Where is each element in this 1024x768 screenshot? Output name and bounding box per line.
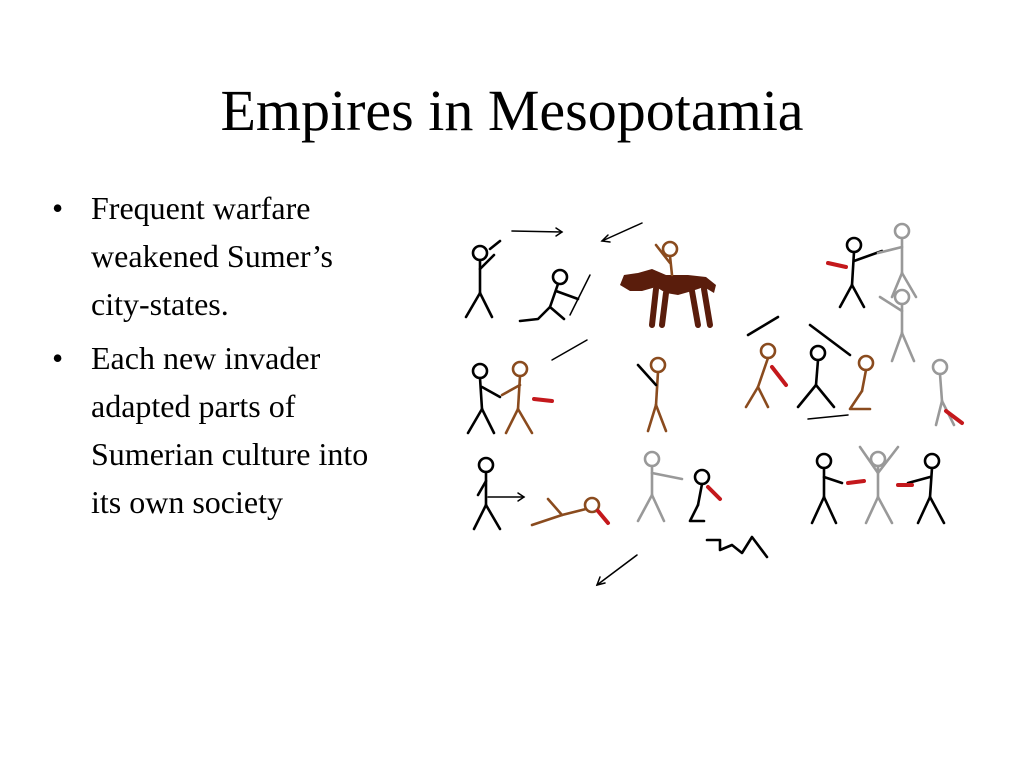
figure-swordsman-center — [638, 358, 666, 431]
figure-duel-left — [468, 362, 552, 433]
figure-group-mid-right — [746, 317, 962, 425]
bullet-text: Each new invader adapted parts of Sumerian culture into its own society — [91, 340, 369, 520]
bullet-marker: • — [52, 190, 64, 226]
bullet-list — [52, 184, 382, 532]
bullet-item — [52, 184, 382, 328]
bullet-marker: • — [52, 340, 64, 376]
horse-with-rider — [620, 242, 716, 325]
slide-title: Empires in Mesopotamia — [220, 78, 804, 143]
figure-trio-bottom-right — [812, 447, 944, 523]
figure-kneeling-archer — [520, 270, 590, 321]
figure-pair-top-right — [828, 224, 916, 361]
figure-spearman-left — [466, 241, 500, 317]
bullet-item — [52, 334, 382, 526]
figure-archer-bottom-left — [474, 458, 524, 529]
bullet-text: Frequent warfare weakened Sumer’s city-states. — [91, 190, 333, 322]
figure-fallen — [532, 498, 608, 525]
figure-pair-bottom-center — [638, 452, 720, 521]
warfare-illustration — [452, 215, 972, 595]
